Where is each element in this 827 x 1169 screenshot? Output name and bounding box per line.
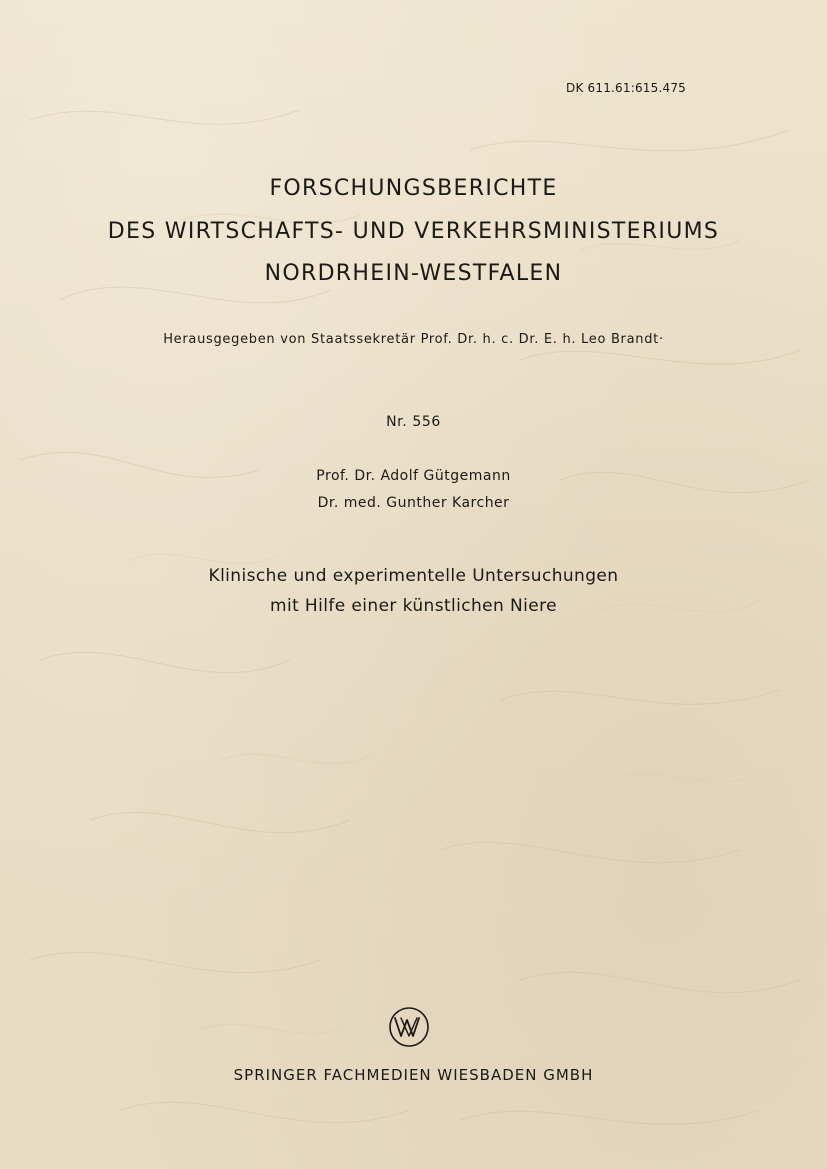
author-2: Dr. med. Gunther Karcher bbox=[317, 495, 510, 511]
author-1: Prof. Dr. Adolf Gütgemann bbox=[316, 468, 511, 484]
series-title-line-1: FORSCHUNGSBERICHTE bbox=[269, 176, 558, 201]
classification-number: DK 611.61:615.475 bbox=[566, 81, 686, 95]
book-title-line-1: Klinische und experimentelle Untersuchungen bbox=[208, 566, 619, 586]
publisher-name: SPRINGER FACHMEDIEN WIESBADEN GMBH bbox=[233, 1066, 594, 1084]
editor-line: Herausgegeben von Staatssekretär Prof. Dr. h. c. Dr. E. h. Leo Brandt· bbox=[163, 332, 664, 347]
book-title-line-2: mit Hilfe einer künstlichen Niere bbox=[269, 596, 557, 616]
series-title-line-3: NORDRHEIN-WESTFALEN bbox=[264, 261, 563, 286]
springer-wv-logo-icon bbox=[388, 1006, 430, 1048]
series-title-line-2: DES WIRTSCHAFTS- UND VERKEHRSMINISTERIUMS bbox=[107, 219, 720, 244]
report-number: Nr. 556 bbox=[386, 414, 441, 430]
